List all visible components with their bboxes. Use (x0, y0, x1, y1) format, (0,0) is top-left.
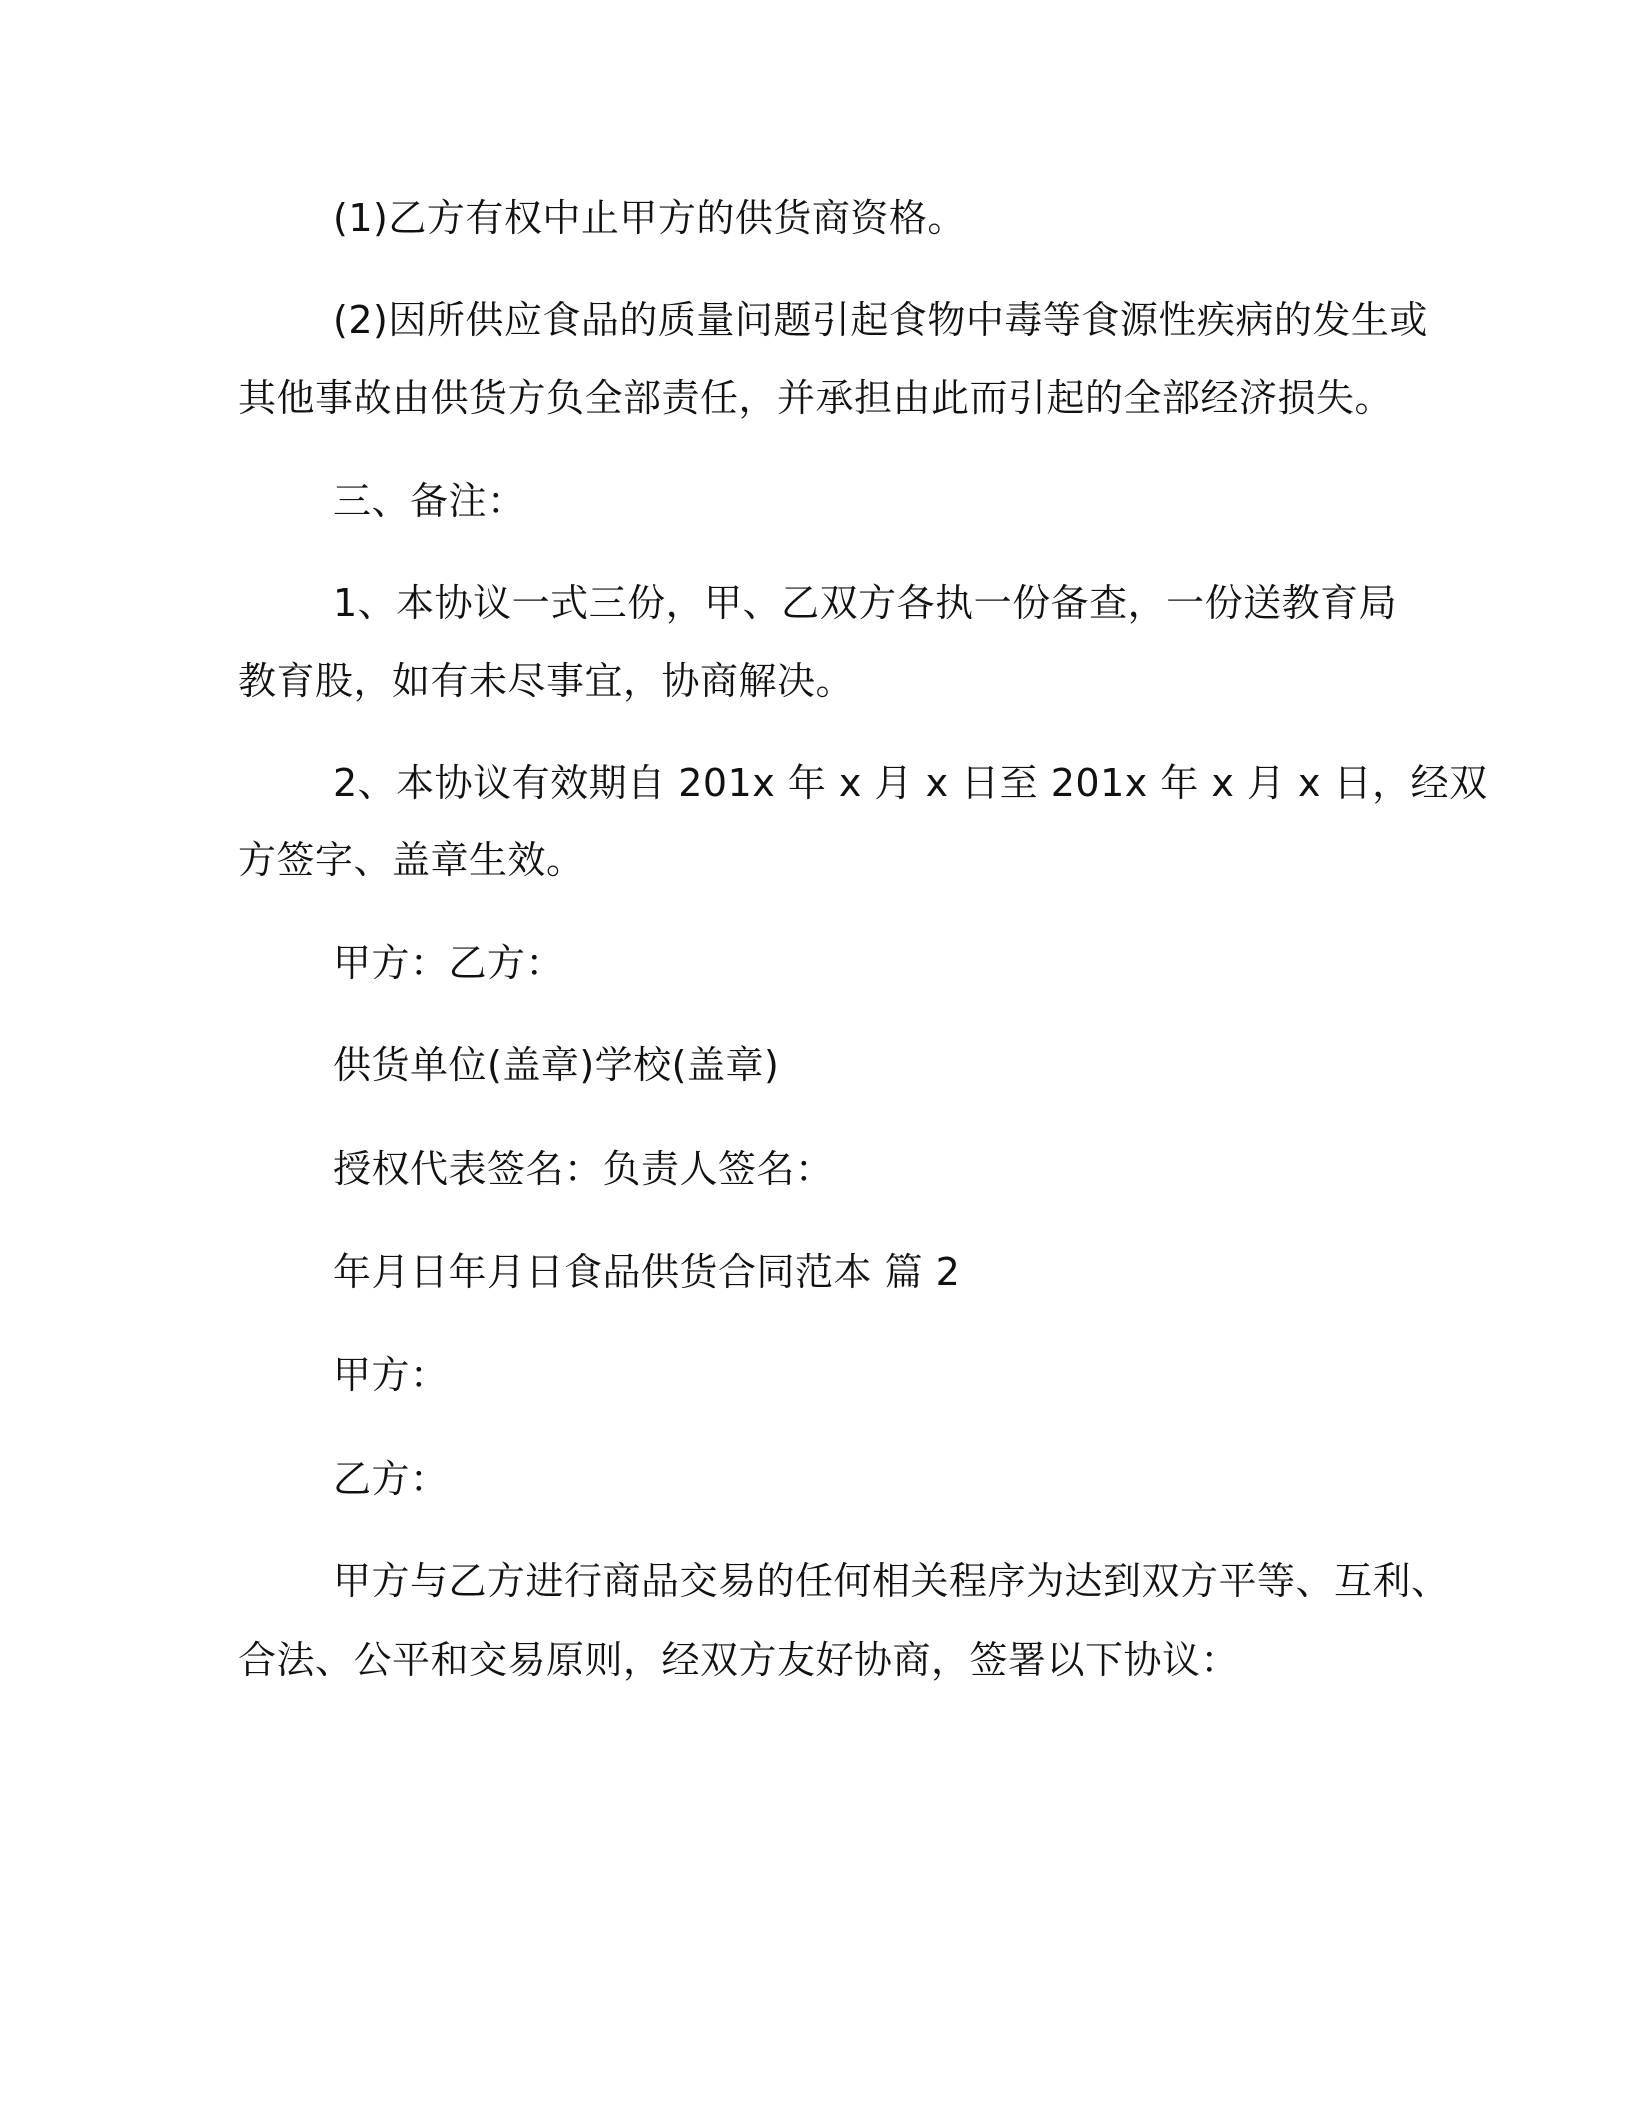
signature-line: 授权代表签名：负责人签名： (333, 1147, 834, 1191)
party-a-line: 甲方： (333, 1353, 449, 1397)
parties-line: 甲方：乙方： (333, 941, 565, 985)
remark-1-line-1: 1、本协议一式三份，甲、乙双方各执一份备查，一份送教育局 (333, 581, 1398, 625)
remark-2-line-2: 方签字、盖章生效。 (238, 838, 585, 882)
date-and-title-line: 年月日年月日食品供货合同范本 篇 2 (333, 1250, 961, 1294)
seal-line: 供货单位(盖章)学校(盖章) (333, 1043, 780, 1087)
clause-1-line: (1)乙方有权中止甲方的供货商资格。 (333, 196, 966, 240)
preamble-line-2: 合法、公平和交易原则，经双方友好协商，签署以下协议： (238, 1638, 1240, 1682)
remark-2-line-1: 2、本协议有效期自 201x 年 x 月 x 日至 201x 年 x 月 x 日，经双 (333, 761, 1488, 805)
clause-2-line-1: (2)因所供应食品的质量问题引起食物中毒等食源性疾病的发生或 (333, 298, 1428, 342)
party-b-line: 乙方： (333, 1457, 449, 1501)
preamble-line-1: 甲方与乙方进行商品交易的任何相关程序为达到双方平等、互利、 (333, 1559, 1450, 1603)
clause-2-line-2: 其他事故由供货方负全部责任，并承担由此而引起的全部经济损失。 (238, 376, 1394, 420)
remark-1-line-2: 教育股，如有未尽事宜，协商解决。 (238, 659, 855, 703)
section-heading-remarks: 三、备注： (333, 479, 526, 523)
